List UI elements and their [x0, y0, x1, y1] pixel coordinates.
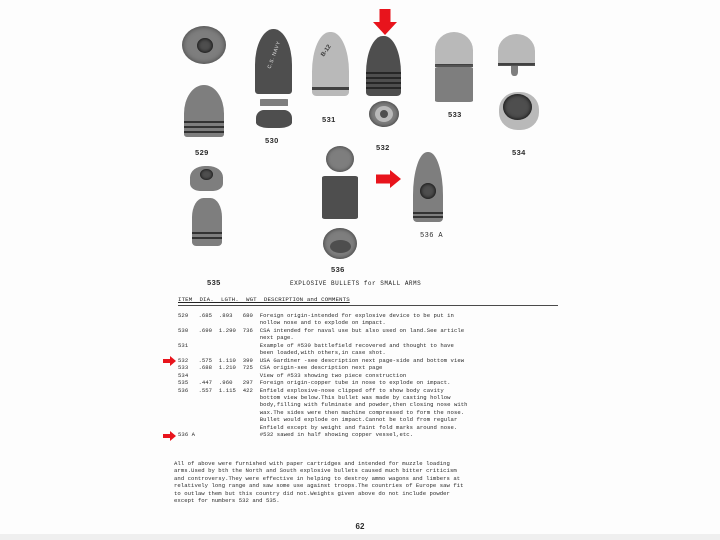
section-title: EXPLOSIVE BULLETS for SMALL ARMS — [290, 280, 422, 287]
table-row — [178, 424, 468, 431]
table-row — [178, 312, 468, 319]
table-row — [178, 394, 468, 401]
bullet-photo-plate — [170, 0, 570, 290]
table-row — [178, 327, 468, 334]
caption-535: 535 — [207, 278, 221, 287]
bullet-533-side-view-upper — [435, 32, 473, 65]
footnote-line: and controversy.They were effective in helping to destroy ammo wagons and limbers at — [174, 474, 461, 482]
table-row — [178, 334, 468, 341]
page-number: 62 — [355, 522, 365, 531]
table-cell-text: 533 .688 1.210 725 CSA origin-see description next page — [178, 364, 383, 372]
table-row — [178, 364, 468, 371]
annotation-arrow-row-532 — [163, 358, 176, 365]
bullet-spec-table — [178, 312, 468, 439]
annotation-arrow-right-536a — [376, 170, 402, 188]
bullet-531-cannelure — [312, 87, 349, 90]
bullet-534-cavity — [503, 94, 532, 120]
table-cell-text: 536 .557 1.115 422 Enfield explosive-nose clipped off to show body cavity — [178, 386, 444, 394]
bullet-533-side-view-lower — [435, 67, 473, 102]
scan-edge — [0, 534, 720, 540]
bullet-531-marking-text: B-12 — [320, 43, 333, 59]
caption-529: 529 — [195, 148, 209, 157]
bullet-536-clipped-nose-view — [326, 146, 354, 172]
footnote-line: to outlaw them but this country did not.Weights given above do not include powder — [174, 489, 450, 497]
table-cell-text: 531 Example of #530 battlefield recovered and thought to have — [178, 341, 454, 349]
table-cell-text: 534 View of #533 showing two piece construction — [178, 371, 407, 379]
table-row — [178, 319, 468, 326]
annotation-arrow-down-532 — [373, 9, 397, 36]
bullet-536-base-cavity — [330, 240, 351, 253]
caption-530: 530 — [265, 136, 279, 145]
table-cell-text: body,filling with fulminate and powder,then closing nose with — [178, 401, 468, 409]
bullet-530-marking-text: C.S. NAVY — [266, 40, 283, 70]
table-cell-text: 536 A #532 sawed in half showing copper vessel,etc. — [178, 431, 414, 439]
table-row — [178, 342, 468, 349]
table-row — [178, 409, 468, 416]
table-row — [178, 431, 468, 438]
explosive-bullets-text-block — [170, 272, 570, 505]
table-row — [178, 372, 468, 379]
footnote-paragraph — [174, 460, 464, 505]
table-row — [178, 416, 468, 423]
caption-534: 534 — [512, 148, 526, 157]
caption-536: 536 — [331, 265, 345, 274]
caption-533: 533 — [448, 110, 462, 119]
bullet-529-side-view — [184, 85, 224, 137]
caption-532: 532 — [376, 143, 390, 152]
caption-536a: 536 A — [420, 232, 444, 240]
bullet-535-nose-tube — [200, 169, 213, 180]
footnote-line: relatively long range and saw some use against troops.The countries of Europe saw fit — [174, 482, 464, 490]
table-cell-text: been loaded,with others,in case shot. — [178, 349, 386, 357]
table-cell-text: Bullet would explode on impact.Cannot be told from regular — [178, 416, 458, 424]
table-cell-text: bottom view below.This bullet was made by casting hollow — [178, 393, 451, 401]
bullet-529-cavity — [197, 38, 213, 53]
bullet-530-band — [260, 99, 288, 106]
footnote-line: arms.Used by bth the North and South explosive bullets caused much bitter criticism — [174, 467, 457, 475]
table-row — [178, 379, 468, 386]
bullet-534-stud — [511, 66, 518, 76]
table-row — [178, 357, 468, 364]
table-row — [178, 387, 468, 394]
bullet-530-base-plug — [256, 110, 292, 128]
footnote-line: except for numbers 532 and 535. — [174, 497, 280, 505]
bullet-535-side-view — [192, 198, 222, 246]
table-cell-text: 535 .447 .960 297 Foreign origin-copper tube in nose to explode on impact. — [178, 379, 451, 387]
table-header-text: ITEM DIA. LGTH. WGT DESCRIPTION and COMMENTS — [178, 296, 350, 303]
table-cell-text: 532 .575 1.110 399 USA Gardiner -see description next page-side and bottom view — [178, 356, 465, 364]
table-cell-text: 530 .690 1.290 736 CSA intended for naval use but also used on land.See article — [178, 326, 465, 334]
bullet-536a-copper-vessel — [420, 183, 436, 199]
bullet-534-upper-piece — [498, 34, 535, 65]
annotation-arrow-row-536-A — [163, 432, 176, 439]
table-cell-text: nollow nose and to explode on impact. — [178, 319, 386, 327]
table-header-row — [178, 296, 350, 303]
bullet-532-side-view — [366, 36, 401, 96]
table-row — [178, 401, 468, 408]
table-row — [178, 349, 468, 356]
table-header-rule — [178, 305, 558, 306]
table-cell-text: 529 .685 .893 680 Foreign origin-intended for explosive device to be put in — [178, 312, 454, 319]
table-cell-text: Enfield except by weight and faint fold marks around nose. — [178, 423, 458, 431]
bullet-536-body — [322, 176, 358, 219]
footnote-line: All of above were furnished with paper cartridges and intended for muzzle loading — [174, 460, 450, 467]
table-cell-text: next page. — [178, 334, 294, 342]
bullet-532-base-center — [380, 110, 388, 118]
table-cell-text: wax.The sides were then machine compressed to form the nose. — [178, 408, 465, 416]
caption-531: 531 — [322, 115, 336, 124]
